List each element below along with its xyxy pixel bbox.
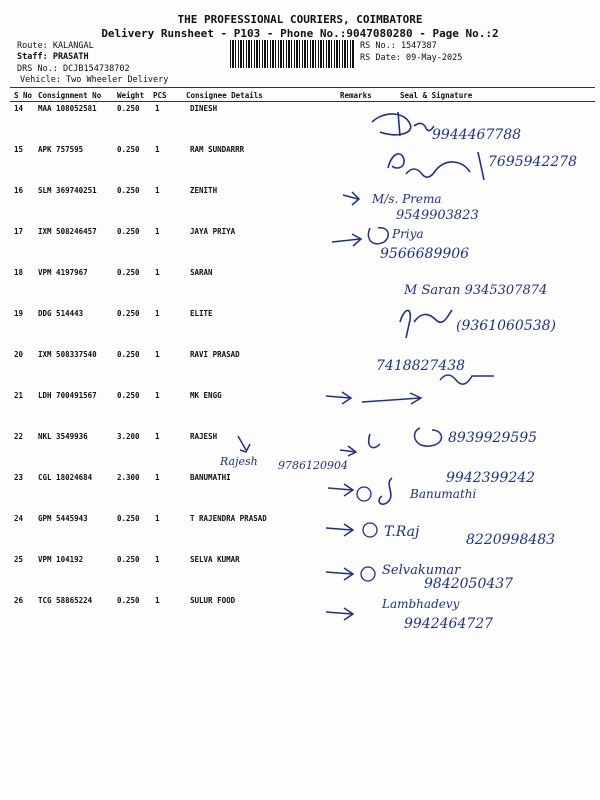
arrow-mark-25 xyxy=(326,568,353,580)
row-sno: 20 xyxy=(14,350,24,359)
vehicle-label: Vehicle: Two Wheeler Delivery xyxy=(20,75,169,85)
arrow-mark-23 xyxy=(328,484,353,496)
row-consignment: VPM 104192 xyxy=(38,555,84,564)
row-consignment: SLM 369740251 xyxy=(38,186,97,195)
row-pcs: 1 xyxy=(155,350,160,359)
circle-mark-25 xyxy=(361,567,375,581)
drs-number-text: DRS No.: DCJB154738702 xyxy=(17,64,130,74)
col-header-sno: S No xyxy=(14,91,33,100)
arrow-mark-26 xyxy=(326,608,353,620)
row-consignee: SARAN xyxy=(190,268,213,277)
signature-phone-15: 7695942278 xyxy=(488,154,578,170)
row-consignment: MAA 108052581 xyxy=(38,104,97,113)
row-sno: 26 xyxy=(14,596,24,605)
row-weight: 0.250 xyxy=(117,186,140,195)
table-row xyxy=(0,268,600,280)
signature-mark-20 xyxy=(440,375,494,384)
row-consignment: APK 757595 xyxy=(38,145,84,154)
signature-mark-26: Lambhadevy xyxy=(382,597,460,611)
col-header-weight: Weight xyxy=(117,91,145,100)
signature-phone-25: 9842050437 xyxy=(424,576,514,592)
row-weight: 0.250 xyxy=(117,309,140,318)
signature-name-23: Banumathi xyxy=(410,487,477,501)
row-consignment: CGL 18024684 xyxy=(38,473,93,482)
table-row xyxy=(0,514,600,526)
rs-date: RS Date: 09-May-2025 xyxy=(360,53,463,63)
row-pcs: 1 xyxy=(155,473,160,482)
signature-mark-17: Priya xyxy=(392,227,424,241)
staff-label: Staff: PRASATH xyxy=(17,52,89,62)
signature-phone-22: 8939929595 xyxy=(448,430,538,446)
row-sno: 15 xyxy=(14,145,24,154)
row-sno: 23 xyxy=(14,473,24,482)
signature-mark-25: Selvakumar xyxy=(382,563,461,578)
row-consignee: ZENITH xyxy=(190,186,218,195)
table-row xyxy=(0,186,600,198)
row-weight: 2.300 xyxy=(117,473,140,482)
row-consignment: TCG 58865224 xyxy=(38,596,93,605)
row-sno: 24 xyxy=(14,514,24,523)
row-consignee: DINESH xyxy=(190,104,218,113)
row-weight: 0.250 xyxy=(117,268,140,277)
row-weight: 0.250 xyxy=(117,145,140,154)
row-pcs: 1 xyxy=(155,555,160,564)
row-consignment: NKL 3549936 xyxy=(38,432,88,441)
row-consignee: T RAJENDRA PRASAD xyxy=(190,514,267,523)
row-pcs: 1 xyxy=(155,432,160,441)
signature-phone-20: 7418827438 xyxy=(376,358,466,374)
row-pcs: 1 xyxy=(155,227,160,236)
row-pcs: 1 xyxy=(155,186,160,195)
row-pcs: 1 xyxy=(155,391,160,400)
row-sno: 19 xyxy=(14,309,24,318)
row-pcs: 1 xyxy=(155,514,160,523)
row-weight: 0.250 xyxy=(117,514,140,523)
row-weight: 0.250 xyxy=(117,104,140,113)
circle-mark-23 xyxy=(357,487,371,501)
row-sno: 16 xyxy=(14,186,24,195)
row-consignee: RAM SUNDARRR xyxy=(190,145,245,154)
row-weight: 0.250 xyxy=(117,596,140,605)
document-subtitle: Delivery Runsheet - P103 - Phone No.:9047080280 - Page No.:2 xyxy=(101,27,499,40)
col-header-consignee: Consignee Details xyxy=(186,91,263,100)
header-bottom-rule xyxy=(10,101,595,102)
row-consignee: JAYA PRIYA xyxy=(190,227,236,236)
row-pcs: 1 xyxy=(155,268,160,277)
signature-name-16: M/s. Prema xyxy=(372,192,442,206)
row-sno: 14 xyxy=(14,104,24,113)
signature-mark-24: T.Raj xyxy=(384,524,420,540)
table-row xyxy=(0,555,600,567)
table-row xyxy=(0,145,600,157)
signature-note-phone-22: 9786120904 xyxy=(278,459,348,472)
row-weight: 0.250 xyxy=(117,555,140,564)
row-pcs: 1 xyxy=(155,104,160,113)
drs-number xyxy=(17,64,130,74)
table-row xyxy=(0,596,600,608)
row-consignment: DDG 514443 xyxy=(38,309,84,318)
signature-18: M Saran 9345307874 xyxy=(404,283,548,298)
row-consignee: ELITE xyxy=(190,309,213,318)
row-pcs: 1 xyxy=(155,145,160,154)
row-sno: 21 xyxy=(14,391,24,400)
row-consignee: RAJESH xyxy=(190,432,218,441)
barcode xyxy=(230,40,355,68)
row-sno: 18 xyxy=(14,268,24,277)
signature-phone-14: 9944467788 xyxy=(432,127,522,143)
row-consignment: VPM 4197967 xyxy=(38,268,88,277)
row-sno: 25 xyxy=(14,555,24,564)
row-consignment: LDH 700491567 xyxy=(38,391,97,400)
col-header-seal: Seal & Signature xyxy=(400,91,473,100)
signature-phone-26: 9942464727 xyxy=(404,616,494,632)
row-pcs: 1 xyxy=(155,596,160,605)
row-consignment: GPM 5445943 xyxy=(38,514,88,523)
table-row xyxy=(0,350,600,362)
row-sno: 17 xyxy=(14,227,24,236)
row-consignment: IXM 508246457 xyxy=(38,227,97,236)
signature-phone-23: 9942399242 xyxy=(446,470,536,486)
row-consignee: SELVA KUMAR xyxy=(190,555,240,564)
col-header-remarks: Remarks xyxy=(340,91,372,100)
table-row xyxy=(0,227,600,239)
row-consignee: RAVI PRASAD xyxy=(190,350,240,359)
table-row xyxy=(0,391,600,403)
header-top-rule xyxy=(10,87,595,88)
signature-phone-16: 9549903823 xyxy=(396,208,479,223)
row-consignment: IXM 508337540 xyxy=(38,350,97,359)
signature-phone-24: 8220998483 xyxy=(466,532,556,548)
row-consignee: MK ENGG xyxy=(190,391,222,400)
row-sno: 22 xyxy=(14,432,24,441)
row-weight: 3.200 xyxy=(117,432,140,441)
row-weight: 0.250 xyxy=(117,350,140,359)
document-title: THE PROFESSIONAL COURIERS, COIMBATORE xyxy=(177,13,423,26)
col-header-pcs: PCS xyxy=(153,91,167,100)
signature-phone-19: (9361060538) xyxy=(456,318,556,334)
row-consignee: SULUR FOOD xyxy=(190,596,236,605)
table-row xyxy=(0,104,600,116)
row-consignee: BANUMATHI xyxy=(190,473,231,482)
row-weight: 0.250 xyxy=(117,391,140,400)
rs-number: RS No.: 1547387 xyxy=(360,41,437,51)
col-header-consignment: Consignment No xyxy=(38,91,102,100)
table-row xyxy=(0,432,600,444)
signature-phone-17: 9566689906 xyxy=(380,246,470,262)
row-pcs: 1 xyxy=(155,309,160,318)
route-label: Route: KALANGAL xyxy=(17,41,94,51)
signature-note-22: Rajesh xyxy=(220,455,258,468)
row-weight: 0.250 xyxy=(117,227,140,236)
table-row xyxy=(0,473,600,485)
table-row xyxy=(0,309,600,321)
